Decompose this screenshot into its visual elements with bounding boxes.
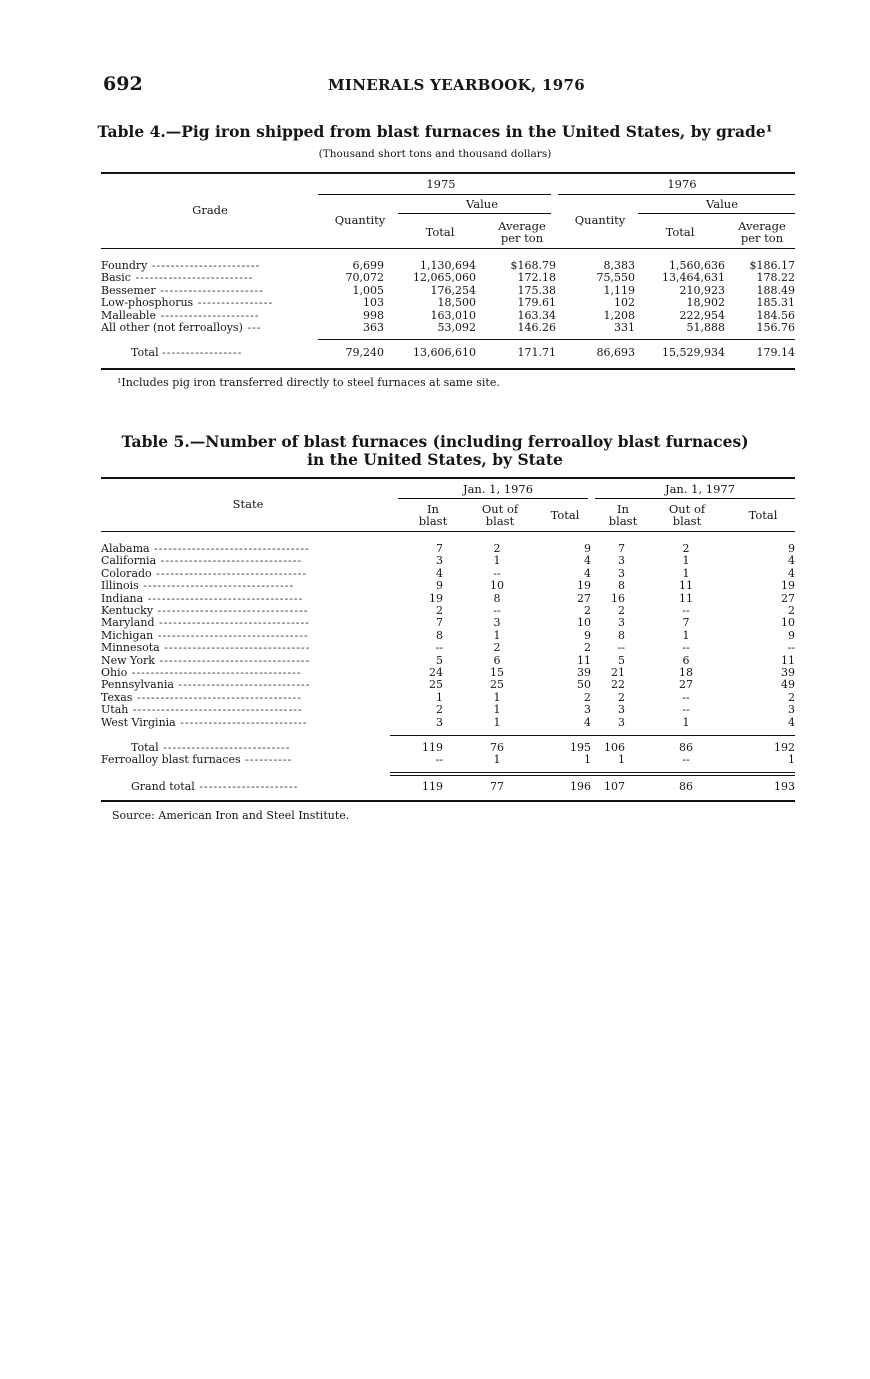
table4-header-rule <box>101 248 795 249</box>
table5-row: West Virginia --------------------------- 3 1 4 3 1 4 <box>101 715 795 729</box>
table5-cell-tot77: 10 <box>781 616 795 630</box>
table5-row: Maryland -------------------------------- 7 3 10 3 7 10 <box>101 616 795 630</box>
table4-value-rule-1975 <box>398 213 551 214</box>
table5-blast-header-1977: blast <box>608 514 638 528</box>
table4-grade-label: Basic <box>101 272 131 285</box>
table4-total-a75: 171.71 <box>517 346 556 359</box>
table5-cell-tot76: 19 <box>577 579 591 593</box>
table4-cell-a75: 179.61 <box>517 296 556 310</box>
table5-cell-in76: 7 <box>436 542 443 555</box>
table5-cell-in77: 22 <box>611 678 625 692</box>
table5-cell-out76: 1 <box>493 715 501 729</box>
table5-state-label: Texas <box>101 691 133 704</box>
table5-cell-out76: 3 <box>493 616 501 630</box>
table5-cell-in76: 119 <box>422 780 443 793</box>
table5-cell-tot76: 2 <box>584 641 591 655</box>
table5-cell-in76: 19 <box>429 591 443 605</box>
table4-grade-header: Grade <box>192 203 228 217</box>
table5-outof-header-1976: Out of <box>481 502 519 516</box>
table5-cell-tot76: 50 <box>577 678 591 692</box>
table5-outof-header-1977: Out of <box>668 502 706 516</box>
table4-cell-q76: 102 <box>614 296 635 310</box>
table4-cell-q75: 70,072 <box>345 271 384 285</box>
table5-date-1976: Jan. 1, 1976 <box>462 482 534 496</box>
table5-cell-tot77: -- <box>787 641 795 655</box>
table4-cell-q76: 1,208 <box>603 308 635 322</box>
table5-cell-in77: 106 <box>604 741 625 754</box>
table5-grand <box>101 781 795 793</box>
table5-state-label: Minnesota <box>101 642 160 655</box>
table5-cell-in77: 3 <box>618 703 625 717</box>
table5-cell-out77: 7 <box>682 616 690 630</box>
table5-row: Ohio ------------------------------------ 24 15 39 21 18 39 <box>101 666 795 680</box>
table5-cell-out77: 1 <box>682 554 690 568</box>
table5-cell-out77: 1 <box>682 628 690 642</box>
table5-state-label: Kentucky <box>101 605 154 618</box>
table5-cell-tot76: 195 <box>570 741 591 754</box>
table4-quantity-header-1976: Quantity <box>574 213 626 227</box>
table5-cell-tot77: 9 <box>788 542 795 555</box>
table4-subtitle: (Thousand short tons and thousand dollars) <box>318 148 552 160</box>
table5-cell-out76: -- <box>493 604 501 618</box>
table5-cell-out76: 76 <box>490 741 504 754</box>
table5-total-header-1977: Total <box>748 508 778 522</box>
table5-outblast-header-1977: blast <box>672 514 702 528</box>
table5-cell-out77: 18 <box>679 666 693 680</box>
table5-cell-out77: 86 <box>679 741 693 754</box>
table5-cell-in76: 8 <box>436 628 443 642</box>
table4-cell-q75: 103 <box>363 296 384 310</box>
table4-cell-t76: 222,954 <box>679 308 725 322</box>
page-number: 692 <box>103 73 143 95</box>
table5-cell-tot76: 27 <box>577 591 591 605</box>
table4-cell-a76: 156.76 <box>756 321 795 335</box>
table5-cell-in76: 24 <box>429 666 443 680</box>
table5-cell-out77: -- <box>682 641 690 655</box>
table4-average-header-1976: Average <box>738 219 786 233</box>
table5-row: New York -------------------------------- 5 6 11 5 6 11 <box>101 653 795 667</box>
table4-row: Malleable --------------------- 998 163,010 163.34 1,208 222,954 184.56 <box>101 308 795 322</box>
table4-total-t76: 15,529,934 <box>662 346 725 359</box>
table5-cell-in76: 4 <box>436 566 443 580</box>
table4-grade-label: Malleable <box>101 309 156 322</box>
table4-cell-t75: 53,092 <box>437 321 476 335</box>
table5-cell-out77: 1 <box>682 566 690 580</box>
table5-cell-tot77: 49 <box>781 678 795 692</box>
table5-cell-out76: 2 <box>493 641 501 655</box>
table5-cell-tot77: 2 <box>788 690 795 704</box>
table5-state-label: New York <box>101 654 155 667</box>
table5-cell-out76: 1 <box>493 703 501 717</box>
table5-in-header-1976: In <box>427 502 439 516</box>
table5-1976-rule <box>398 498 588 499</box>
table5-state-label: Indiana <box>101 592 144 605</box>
table5-cell-in76: 5 <box>436 653 443 667</box>
table5-cell-tot77: 39 <box>781 666 795 680</box>
table5-total-row: Total --------------------------- 119 76 195 106 86 192 <box>131 741 795 754</box>
table4-row: All other (not ferroalloys) --- 363 53,092 146.26 331 51,888 156.76 <box>101 321 795 335</box>
table4-total-header-1976: Total <box>665 225 695 239</box>
table5-cell-in76: 3 <box>436 715 443 729</box>
table5-cell-tot76: 1 <box>584 753 591 767</box>
table5-cell-in77: 2 <box>618 604 625 618</box>
table5-cell-out76: -- <box>493 566 501 580</box>
table4-cell-t76: 18,902 <box>686 296 725 310</box>
table5-cell-out77: -- <box>682 703 690 717</box>
table5-row: Illinois -------------------------------- 9 10 19 8 11 19 <box>101 579 795 593</box>
table5-cell-out76: 1 <box>493 753 501 767</box>
table4-cell-q76: 75,550 <box>596 271 635 285</box>
table5-cell-in76: 2 <box>436 703 443 717</box>
table5-cell-tot76: 39 <box>577 666 591 680</box>
table5-cell-tot77: 1 <box>788 753 795 767</box>
table5-cell-out76: 1 <box>493 690 501 704</box>
table4-per-ton-header-1976: per ton <box>740 231 784 245</box>
table5-cell-in77: 3 <box>618 554 625 568</box>
table4-title: Table 4.—Pig iron shipped from blast furnaces in the United States, by grade¹ <box>97 122 773 141</box>
table5-state-label: Alabama <box>101 543 150 555</box>
table5-cell-tot77: 2 <box>788 604 795 618</box>
table5-cell-in76: 9 <box>436 579 443 593</box>
table5-cell-out76: 6 <box>493 653 501 667</box>
table4-row: Low-phosphorus ---------------- 103 18,500 179.61 102 18,902 185.31 <box>101 296 795 310</box>
table5-bottom-rule <box>101 800 795 802</box>
table5-cell-in76: 25 <box>429 678 443 692</box>
table4-year-1975: 1975 <box>426 177 456 191</box>
table4-value-header-1976: Value <box>706 197 738 211</box>
table4-cell-t76: 1,560,636 <box>669 259 725 272</box>
table5-blast-header-1976: blast <box>418 514 448 528</box>
table5-cell-out77: -- <box>682 753 690 767</box>
table5-grand-row: Grand total --------------------- 119 77 196 107 86 193 <box>131 780 795 793</box>
table5-total-header-1976: Total <box>550 508 580 522</box>
table5-cell-out77: 6 <box>682 653 690 667</box>
table5-row: Texas ----------------------------------- 1 1 2 2 -- 2 <box>101 690 795 704</box>
table4-total-a76: 179.14 <box>756 346 795 359</box>
table4-cell-a75: 172.18 <box>517 271 556 285</box>
table5-header-rule <box>101 531 795 532</box>
table5-cell-out77: 11 <box>679 591 693 605</box>
table5-cell-tot76: 3 <box>584 703 591 717</box>
table5-cell-in77: 8 <box>618 628 625 642</box>
table5-cell-out77: 2 <box>682 542 690 555</box>
table5-cell-in76: 119 <box>422 741 443 754</box>
table5-cell-in77: 3 <box>618 715 625 729</box>
table4-cell-q75: 363 <box>363 321 384 335</box>
table5-cell-tot77: 4 <box>788 566 795 580</box>
table4-value-rule-1976 <box>638 213 795 214</box>
table5-cell-out76: 77 <box>490 780 504 793</box>
table4-top-rule <box>101 172 795 174</box>
table4-grade-label: Bessemer <box>101 284 156 297</box>
table5-total-rule <box>390 735 795 736</box>
table5-cell-tot77: 11 <box>781 653 795 667</box>
table4-cell-t75: 163,010 <box>430 308 476 322</box>
table5-row: Colorado -------------------------------- 4 -- 4 3 1 4 <box>101 566 795 580</box>
table4-average-header-1975: Average <box>498 219 546 233</box>
table5-cell-tot76: 4 <box>584 566 591 580</box>
table5-state-label: Colorado <box>101 567 152 580</box>
table5-row: Utah ------------------------------------ 2 1 3 3 -- 3 <box>101 703 795 717</box>
table4-cell-q76: 1,119 <box>603 283 635 297</box>
table5-cell-in76: 2 <box>436 604 443 618</box>
table5-source: Source: American Iron and Steel Institute. <box>112 809 350 822</box>
table5-row: California ------------------------------ 3 1 4 3 1 4 <box>101 554 795 568</box>
table4-total-rule <box>318 339 795 340</box>
table5-cell-out77: 11 <box>679 579 693 593</box>
table4-cell-q76: 8,383 <box>603 259 635 272</box>
table5-state-label: Illinois <box>101 580 139 593</box>
table4-cell-q75: 1,005 <box>352 283 384 297</box>
table4-cell-t75: 12,065,060 <box>413 271 476 285</box>
table5-cell-in77: 107 <box>604 780 625 793</box>
table4-quantity-header-1975: Quantity <box>334 213 386 227</box>
table4-row: Basic ------------------------- 70,072 12,065,060 172.18 75,550 13,464,631 178.22 <box>101 271 795 285</box>
table5-body <box>101 543 795 729</box>
table5-row: Minnesota ------------------------------- -- 2 2 -- -- -- <box>101 641 795 655</box>
table5-state-label: Grand total <box>131 781 195 793</box>
table5-cell-out76: 8 <box>493 591 501 605</box>
table5-cell-tot77: 19 <box>781 579 795 593</box>
table5-cell-tot76: 4 <box>584 715 591 729</box>
table5-cell-tot76: 4 <box>584 554 591 568</box>
table4-cell-q76: 331 <box>614 321 635 335</box>
table5-row: Indiana --------------------------------- 19 8 27 16 11 27 <box>101 591 795 605</box>
table4-cell-t75: 176,254 <box>430 283 476 297</box>
table5-cell-tot77: 4 <box>788 715 795 729</box>
table5-cell-out76: 2 <box>493 542 501 555</box>
table5-cell-in77: 7 <box>618 542 625 555</box>
table5-state-label: Pennsylvania <box>101 679 174 692</box>
table5-cell-in76: 7 <box>436 616 443 630</box>
table4-per-ton-header-1975: per ton <box>500 231 544 245</box>
table5-row: Kentucky -------------------------------- 2 -- 2 2 -- 2 <box>101 604 795 618</box>
table4-cell-a76: $186.17 <box>749 259 795 272</box>
table5-cell-in77: 1 <box>618 753 625 767</box>
table4-cell-a75: $168.79 <box>510 259 556 272</box>
table4-cell-t76: 210,923 <box>679 283 725 297</box>
table5-title-line1: Table 5.—Number of blast furnaces (including ferroalloy blast furnaces) <box>121 432 749 451</box>
table4-body <box>101 260 795 334</box>
table4-cell-a76: 185.31 <box>756 296 795 310</box>
table5-cell-tot76: 9 <box>584 542 591 555</box>
table5-cell-in77: 5 <box>618 653 625 667</box>
table4-cell-a75: 175.38 <box>517 283 556 297</box>
table4-cell-a76: 188.49 <box>756 283 795 297</box>
table5-cell-tot77: 193 <box>774 780 795 793</box>
table4-cell-t76: 51,888 <box>686 321 725 335</box>
table5-cell-in77: 8 <box>618 579 625 593</box>
table5-1977-rule <box>595 498 795 499</box>
table4-value-header-1975: Value <box>466 197 498 211</box>
table4-year-1976: 1976 <box>667 177 697 191</box>
table5-cell-tot76: 10 <box>577 616 591 630</box>
table5-grand-rule-1 <box>390 772 795 773</box>
table5-cell-in77: 21 <box>611 666 625 680</box>
table5-cell-out77: 86 <box>679 780 693 793</box>
table4-cell-t76: 13,464,631 <box>662 271 725 285</box>
table5-in-header-1977: In <box>617 502 629 516</box>
table5-cell-out77: -- <box>682 604 690 618</box>
table5-totals <box>101 742 795 767</box>
table5-cell-in77: 16 <box>611 591 625 605</box>
table5-ferro-row: Ferroalloy blast furnaces ---------- -- 1 1 1 -- 1 <box>101 753 795 767</box>
table5-state-label: Michigan <box>101 629 154 642</box>
table4-footnote: ¹Includes pig iron transferred directly to steel furnaces at same site. <box>117 376 500 389</box>
table4-total-q75: 79,240 <box>345 346 384 359</box>
table5-cell-tot76: 11 <box>577 653 591 667</box>
table5-cell-out76: 1 <box>493 628 501 642</box>
table5-cell-in76: 1 <box>436 690 443 704</box>
table4-cell-a75: 146.26 <box>517 321 556 335</box>
table5-cell-tot76: 9 <box>584 628 591 642</box>
table4-cell-q75: 998 <box>363 308 384 322</box>
table4-cell-q75: 6,699 <box>352 259 384 272</box>
table5-state-label: Maryland <box>101 617 155 630</box>
table5-row: Alabama --------------------------------- 7 2 9 7 2 9 <box>101 542 795 555</box>
table5-cell-tot76: 2 <box>584 604 591 618</box>
table4-total <box>101 347 795 359</box>
table4-bottom-rule <box>101 368 795 370</box>
table5-cell-out76: 15 <box>490 666 504 680</box>
table5-state-label: Ohio <box>101 667 128 680</box>
table4-grade-label: All other (not ferroalloys) <box>101 322 243 335</box>
table5-cell-in77: 3 <box>618 566 625 580</box>
table5-state-label: California <box>101 555 157 568</box>
table5-date-1977: Jan. 1, 1977 <box>664 482 736 496</box>
table5-state-label: Utah <box>101 704 129 717</box>
table5-cell-in76: -- <box>435 753 443 767</box>
table4-total-q76: 86,693 <box>596 346 635 359</box>
table5-cell-tot77: 9 <box>788 628 795 642</box>
table5-cell-in76: -- <box>435 641 443 655</box>
table5-cell-out77: 27 <box>679 678 693 692</box>
table5-title-line2: in the United States, by State <box>307 450 563 469</box>
table4-row: Foundry ----------------------- 6,699 1,130,694 $168.79 8,383 1,560,636 $186.17 <box>101 259 795 272</box>
table5-cell-tot77: 192 <box>774 741 795 754</box>
table5-cell-out76: 1 <box>493 554 501 568</box>
table4-grade-label: Low-phosphorus <box>101 297 194 310</box>
table4-total-row: Total ----------------- 79,240 13,606,610 171.71 86,693 15,529,934 179.14 <box>131 346 795 359</box>
table5-cell-in76: 3 <box>436 554 443 568</box>
table5-cell-out76: 25 <box>490 678 504 692</box>
table4-1975-rule <box>318 194 551 195</box>
table4-cell-t75: 1,130,694 <box>420 259 476 272</box>
table5-cell-tot77: 3 <box>788 703 795 717</box>
table4-grade-label: Foundry <box>101 260 148 272</box>
table5-cell-in77: 3 <box>618 616 625 630</box>
table5-top-rule <box>101 477 795 479</box>
table4-cell-a76: 184.56 <box>756 308 795 322</box>
table5-state-label: Ferroalloy blast furnaces <box>101 754 241 767</box>
table5-cell-out77: 1 <box>682 715 690 729</box>
table5-state-header: State <box>232 497 264 511</box>
table4-cell-t75: 18,500 <box>437 296 476 310</box>
table5-cell-in77: -- <box>617 641 625 655</box>
table5-state-label: Total <box>131 742 159 754</box>
table5-cell-tot77: 4 <box>788 554 795 568</box>
table4-cell-a76: 178.22 <box>756 271 795 285</box>
table4-total-label: Total <box>131 347 159 359</box>
table5-cell-out76: 10 <box>490 579 504 593</box>
table4-row: Bessemer ---------------------- 1,005 176,254 175.38 1,119 210,923 188.49 <box>101 283 795 297</box>
table4-1976-rule <box>558 194 795 195</box>
table5-cell-in77: 2 <box>618 690 625 704</box>
table5-cell-tot77: 27 <box>781 591 795 605</box>
table5-outblast-header-1976: blast <box>485 514 515 528</box>
table5-row: Pennsylvania ---------------------------- 25 25 50 22 27 49 <box>101 678 795 692</box>
table5-cell-tot76: 2 <box>584 690 591 704</box>
table5-state-label: West Virginia <box>101 716 176 729</box>
table5-cell-tot76: 196 <box>570 780 591 793</box>
table4-total-header-1975: Total <box>425 225 455 239</box>
table4-cell-a75: 163.34 <box>517 308 556 322</box>
running-head: MINERALS YEARBOOK, 1976 <box>328 76 585 94</box>
table5-row: Michigan -------------------------------- 8 1 9 8 1 9 <box>101 628 795 642</box>
table4-total-t75: 13,606,610 <box>413 346 476 359</box>
table5-cell-out77: -- <box>682 690 690 704</box>
table5-grand-rule-2 <box>390 775 795 776</box>
